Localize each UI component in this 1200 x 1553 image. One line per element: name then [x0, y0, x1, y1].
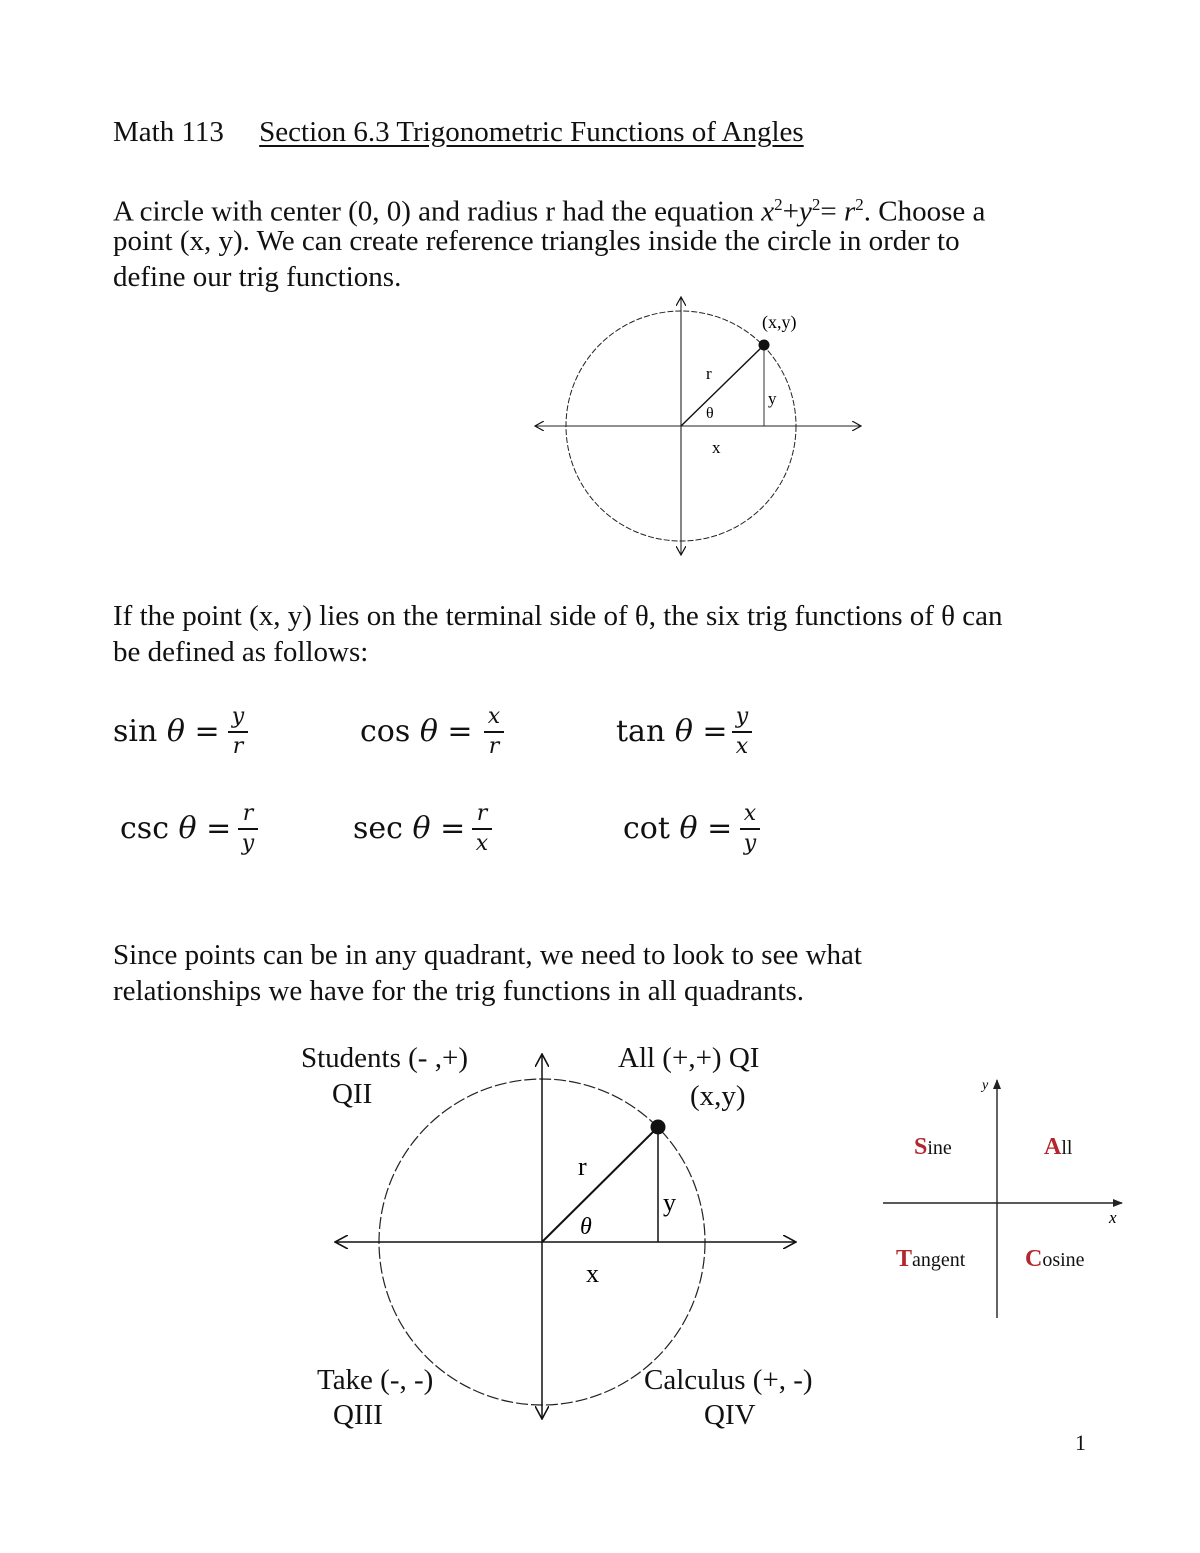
astc-sine-initial: S [914, 1134, 928, 1160]
astc-diagram [878, 1072, 1128, 1327]
function-name: cos [360, 714, 411, 749]
y-label: y [663, 1188, 676, 1217]
r-label: r [706, 364, 712, 383]
sec-fraction [472, 802, 492, 856]
denominator: y [241, 831, 255, 856]
definition-line-1: If the point (x, y) lies on the terminal side of θ, the six trig functions of θ can [113, 600, 1003, 632]
circle-diagram [520, 290, 880, 565]
q1-point-label: (x,y) [690, 1080, 746, 1112]
q4-name: QIV [704, 1399, 756, 1431]
astc-all [1044, 1134, 1072, 1161]
q3-label: Take (-, -) [317, 1364, 434, 1396]
numerator: r [242, 801, 254, 826]
csc-fraction [238, 802, 258, 856]
denominator: r [232, 734, 244, 759]
point-label: (x,y) [762, 312, 797, 332]
sin-definition [113, 714, 220, 750]
equals: = [194, 714, 220, 749]
y-label: y [768, 389, 777, 408]
astc-tangent [896, 1246, 965, 1273]
equals: = [707, 811, 733, 846]
eq-y: y [798, 195, 812, 228]
denominator: x [475, 831, 489, 856]
numerator: x [743, 801, 757, 826]
eq-plus: + [782, 195, 799, 228]
numerator: y [231, 704, 245, 729]
theta-label: θ [706, 405, 714, 422]
astc-all-rest: ll [1061, 1137, 1073, 1159]
cot-fraction [740, 802, 760, 856]
denominator: r [488, 734, 500, 759]
denominator: x [735, 734, 749, 759]
astc-cosine [1025, 1246, 1085, 1273]
intro-line-2: point (x, y). We can create reference triangles inside the circle in order to [113, 225, 960, 257]
function-name: cot [623, 811, 670, 846]
astc-sine-rest: ine [927, 1137, 952, 1159]
theta: θ [674, 714, 693, 749]
r-label: r [578, 1152, 587, 1181]
x-label: x [712, 438, 721, 457]
astc-tangent-initial: T [896, 1246, 913, 1272]
sec-definition [353, 811, 465, 847]
q1-label: All (+,+) QI [618, 1042, 760, 1074]
denominator: y [743, 831, 757, 856]
theta: θ [178, 811, 197, 846]
eq-equals: = [820, 195, 844, 228]
function-name: csc [120, 811, 169, 846]
x-label: x [586, 1259, 599, 1288]
q3-name: QIII [333, 1399, 383, 1431]
quadrant-text-line-1: Since points can be in any quadrant, we need to look to see what [113, 939, 862, 971]
eq-r: r [843, 195, 856, 228]
astc-cosine-initial: C [1025, 1246, 1043, 1272]
radius-line [681, 345, 764, 426]
numerator: y [735, 704, 749, 729]
theta: θ [419, 714, 438, 749]
theta: θ [412, 811, 431, 846]
cot-definition [623, 811, 732, 847]
course-title: Math 113 [113, 116, 224, 148]
eq-exp: 2 [811, 195, 821, 214]
q2-label: Students (- ,+) [301, 1042, 468, 1074]
numerator: x [487, 704, 501, 729]
astc-cosine-rest: osine [1042, 1249, 1085, 1271]
theta-label: θ [580, 1214, 592, 1240]
eq-exp: 2 [855, 195, 864, 214]
tan-fraction [732, 705, 752, 759]
tan-definition [616, 714, 728, 750]
astc-all-initial: A [1044, 1134, 1062, 1160]
function-name: sin [113, 714, 158, 749]
equals: = [206, 811, 232, 846]
intro-line-3: define our trig functions. [113, 261, 402, 293]
function-name: sec [353, 811, 403, 846]
function-name: tan [616, 714, 666, 749]
point-marker [651, 1120, 666, 1135]
csc-definition [120, 811, 231, 847]
astc-tangent-rest: angent [912, 1249, 966, 1271]
intro-text: . Choose a [863, 195, 986, 228]
q4-label: Calculus (+, -) [644, 1364, 813, 1396]
theta: θ [679, 811, 698, 846]
astc-sine [914, 1134, 952, 1161]
sin-fraction [228, 705, 248, 759]
astc-x-label: x [1109, 1208, 1117, 1227]
equals: = [702, 714, 728, 749]
q2-name: QII [332, 1078, 373, 1110]
eq-exp: 2 [774, 195, 783, 214]
equals: = [447, 714, 473, 749]
definition-line-2: be defined as follows: [113, 636, 369, 668]
point-marker [759, 340, 770, 351]
page-number: 1 [1075, 1430, 1086, 1455]
astc-y-label: y [982, 1078, 989, 1093]
radius-line [542, 1127, 658, 1242]
section-title: Section 6.3 Trigonometric Functions of Angles [259, 116, 804, 148]
equals: = [440, 811, 466, 846]
intro-text: A circle with center (0, 0) and radius r had the equation [113, 195, 762, 228]
cos-fraction [484, 705, 504, 759]
cos-definition [360, 714, 473, 750]
page-header [113, 114, 804, 150]
quadrant-text-line-2: relationships we have for the trig functions in all quadrants. [113, 975, 804, 1007]
theta: θ [166, 714, 185, 749]
numerator: r [476, 801, 488, 826]
eq-x: x [761, 195, 775, 228]
